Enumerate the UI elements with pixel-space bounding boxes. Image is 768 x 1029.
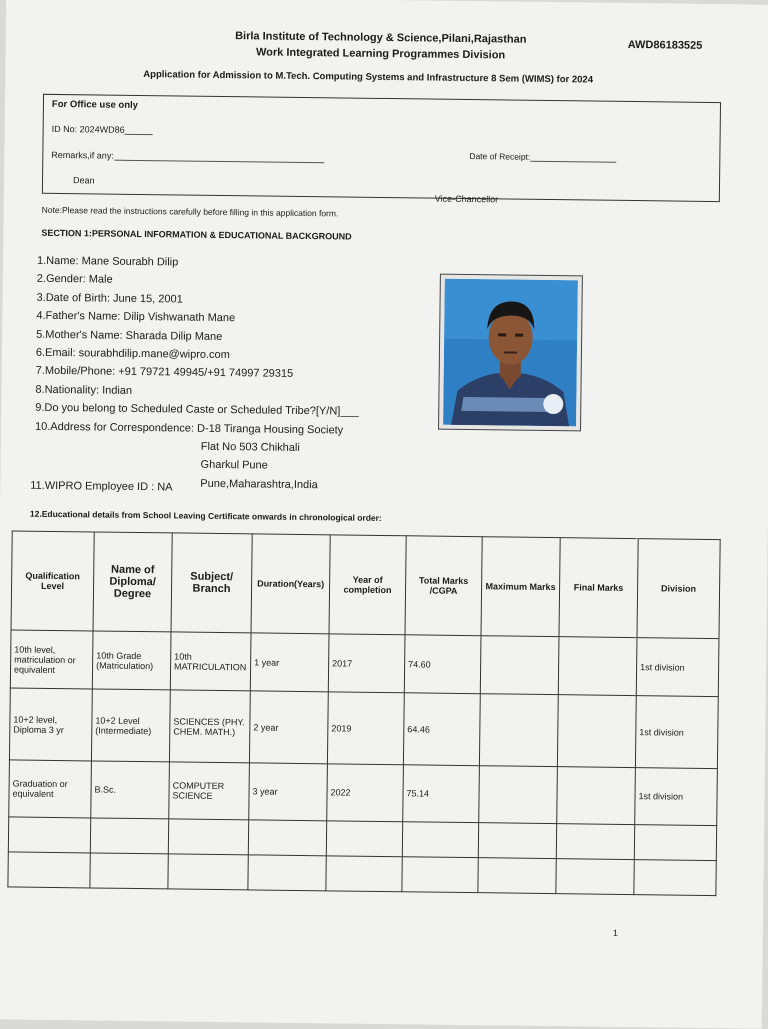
cell-duration: 1 year	[250, 633, 329, 692]
col-header-degree: Name of Diploma/ Degree	[93, 532, 172, 632]
cell-subject: COMPUTER SCIENCE	[169, 762, 250, 820]
cell-degree: 10th Grade (Matriculation)	[92, 631, 171, 690]
vc-signature-label: Vice-Chancellor	[434, 193, 499, 205]
dean-signature-label: Dean	[72, 175, 95, 186]
cell-max-marks	[479, 766, 558, 824]
empty-cell	[634, 825, 716, 861]
personal-item-phone: 7.Mobile/Phone: +91 79721 49945/+91 74997 29315	[35, 365, 294, 381]
table-row-empty	[8, 852, 716, 896]
table-header-row	[11, 531, 720, 639]
date-of-receipt-blank	[530, 149, 616, 163]
cell-total-marks: 64.46	[403, 693, 480, 766]
cell-degree: 10+2 Level (Intermediate)	[91, 689, 170, 762]
empty-cell	[478, 858, 556, 894]
section-1-title: SECTION 1:PERSONAL INFORMATION & EDUCATIONAL BACKGROUND	[41, 227, 352, 242]
col-header-duration: Duration(Years)	[251, 534, 330, 634]
empty-cell	[8, 817, 90, 853]
cell-subject: 10th MATRICULATION	[170, 632, 251, 691]
col-header-final-marks: Final Marks	[559, 538, 638, 638]
col-header-total-marks: Total Marks /CGPA	[405, 536, 482, 636]
remarks-label: Remarks,if any:	[51, 149, 114, 161]
cell-duration: 2 year	[249, 691, 328, 764]
table-row	[9, 760, 718, 826]
empty-cell	[90, 853, 168, 889]
cell-final-marks	[557, 695, 636, 768]
personal-item-father: 4.Father's Name: Dilip Vishwanath Mane	[36, 309, 236, 325]
empty-cell	[478, 823, 556, 859]
cell-subject: SCIENCES (PHY. CHEM. MATH.)	[169, 690, 250, 763]
date-of-receipt-field	[469, 148, 616, 163]
personal-item-mother: 5.Mother's Name: Sharada Dilip Mane	[36, 328, 223, 343]
office-use-box	[42, 94, 721, 205]
address-line-1: Flat No 503 Chikhali	[200, 440, 300, 455]
instructions-note: Note:Please read the instructions carefully before filling in this application form.	[41, 204, 339, 219]
cell-final-marks	[558, 637, 637, 696]
empty-cell	[168, 854, 248, 890]
empty-cell	[248, 820, 326, 856]
empty-cell	[90, 818, 168, 854]
personal-info-list	[34, 252, 360, 495]
cell-qualification: Graduation or equivalent	[9, 760, 92, 818]
empty-cell	[634, 860, 716, 896]
cell-qualification: 10+2 level, Diploma 3 yr	[9, 688, 92, 761]
col-header-qualification: Qualification Level	[11, 531, 94, 631]
personal-item-gender: 2.Gender: Male	[36, 273, 113, 287]
institute-division: Work Integrated Learning Programmes Division	[255, 46, 506, 62]
cell-qualification: 10th level, matriculation or equivalent	[10, 630, 93, 689]
cell-division: 1st division	[635, 696, 718, 769]
applicant-portrait-icon	[443, 279, 578, 427]
personal-item-caste: 9.Do you belong to Scheduled Caste or Scheduled Tribe?[Y/N]___	[35, 401, 359, 418]
personal-item-dob: 3.Date of Birth: June 15, 2001	[36, 291, 183, 306]
application-code: AWD86183525	[627, 38, 703, 52]
page-number: 1	[612, 927, 618, 938]
table-row	[9, 688, 718, 769]
personal-item-name: 1.Name: Mane Sourabh Dilip	[36, 254, 179, 269]
applicant-photo	[438, 274, 583, 432]
empty-cell	[248, 855, 326, 891]
education-section-title: 12.Educational details from School Leaving Certificate onwards in chronological order:	[29, 508, 382, 523]
institute-name: Birla Institute of Technology & Science,Pilani,Rajasthan	[235, 30, 527, 46]
application-title: Application for Admission to M.Tech. Computing Systems and Infrastructure 8 Sem (WIMS) for 2024	[143, 69, 594, 86]
table-row	[10, 630, 719, 697]
id-no-label: ID No: 2024WD86	[51, 123, 125, 135]
remarks-blank	[114, 148, 324, 164]
address-line-3: Pune,Maharashtra,India	[200, 477, 318, 492]
empty-cell	[402, 822, 478, 858]
education-table	[7, 530, 720, 896]
date-of-receipt-label: Date of Receipt:	[469, 151, 531, 162]
address-line-2: Gharkul Pune	[200, 459, 268, 473]
cell-year: 2022	[327, 764, 404, 822]
personal-item-email: 6.Email: sourabhdilip.mane@wipro.com	[35, 346, 230, 362]
id-no-blank	[125, 122, 153, 135]
remarks-field	[51, 147, 324, 163]
cell-final-marks	[557, 767, 636, 825]
col-header-subject: Subject/ Branch	[171, 533, 252, 633]
col-header-year: Year of completion	[329, 535, 406, 635]
col-header-division: Division	[637, 539, 720, 639]
cell-year: 2017	[328, 634, 405, 693]
cell-total-marks: 75.14	[403, 765, 480, 823]
col-header-max-marks: Maximum Marks	[481, 537, 560, 637]
empty-cell	[402, 857, 478, 893]
cell-division: 1st division	[635, 768, 718, 826]
empty-cell	[168, 819, 248, 855]
empty-cell	[326, 821, 402, 857]
id-no-field	[52, 121, 153, 135]
cell-division: 1st division	[636, 638, 719, 697]
employee-id: 11.WIPRO Employee ID : NA	[30, 479, 173, 494]
empty-cell	[326, 856, 402, 892]
empty-cell	[556, 859, 634, 895]
cell-total-marks: 74.60	[404, 635, 481, 694]
cell-max-marks	[480, 636, 559, 695]
personal-item-nationality: 8.Nationality: Indian	[35, 383, 133, 397]
empty-cell	[8, 852, 90, 888]
cell-max-marks	[479, 694, 558, 767]
empty-cell	[556, 824, 634, 860]
cell-duration: 3 year	[249, 763, 328, 821]
personal-item-address: 10.Address for Correspondence: D-18 Tiranga Housing Society	[34, 420, 344, 437]
cell-degree: B.Sc.	[91, 761, 170, 819]
office-use-heading: For Office use only	[51, 98, 139, 111]
cell-year: 2019	[327, 692, 404, 765]
